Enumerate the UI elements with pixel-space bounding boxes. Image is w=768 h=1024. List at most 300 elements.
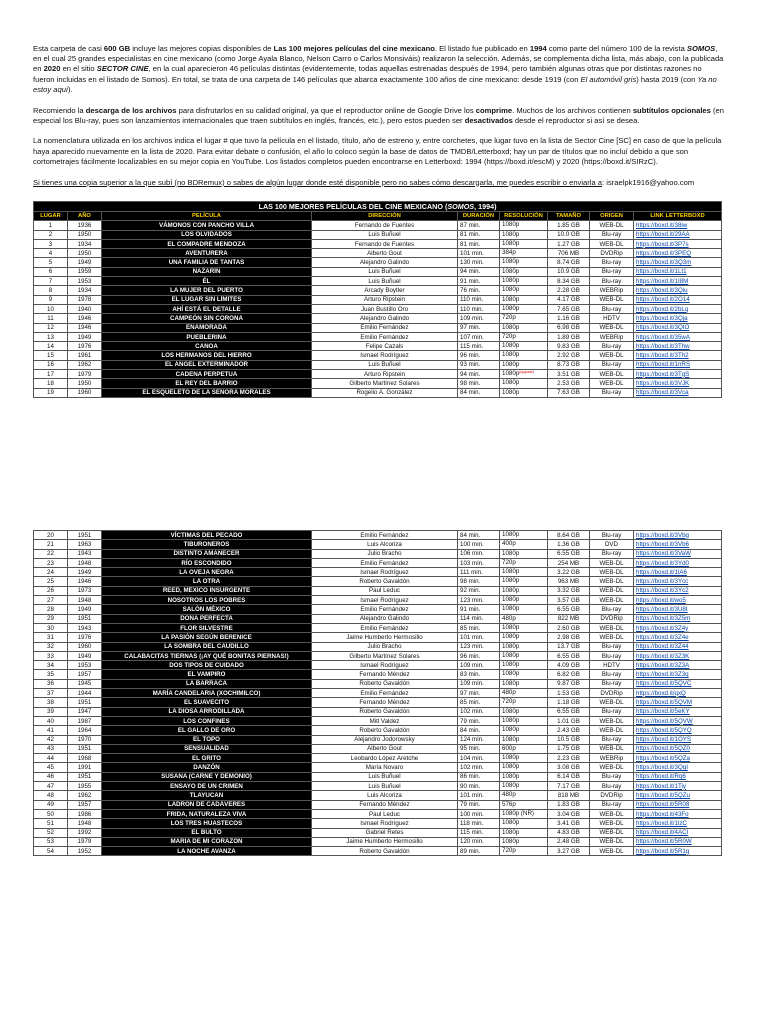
- cell-resolution: 720p: [500, 847, 548, 856]
- letterboxd-link[interactable]: https://boxd.it/3Ycc: [636, 578, 689, 586]
- letterboxd-link[interactable]: https://boxd.it/3Vca: [636, 389, 689, 397]
- cell-source: DVDRip: [590, 791, 634, 800]
- cell-year: 1940: [68, 304, 102, 313]
- letterboxd-link[interactable]: https://boxd.it/5QZ0: [636, 745, 690, 753]
- film-row: [34, 323, 722, 332]
- film-row: [34, 577, 722, 586]
- cell-resolution: 480p: [500, 791, 548, 800]
- cell-resolution: 1080p: [500, 661, 548, 670]
- cell-director: Arcady Boytler: [312, 286, 458, 295]
- cell-duration: 101 min.: [458, 249, 500, 258]
- letterboxd-link[interactable]: https://boxd.it/2bLq: [636, 305, 689, 313]
- letterboxd-link[interactable]: https://boxd.it/1Lt1: [636, 268, 687, 276]
- cell-source: WEB-DL: [590, 744, 634, 753]
- cell-link[interactable]: [634, 230, 722, 239]
- letterboxd-link[interactable]: https://boxd.it/3Yd0: [636, 559, 689, 567]
- cell-rank: 42: [34, 735, 68, 744]
- cell-year: 1978: [68, 295, 102, 304]
- film-row: [34, 549, 722, 558]
- cell-link[interactable]: [634, 623, 722, 632]
- cell-link[interactable]: [634, 744, 722, 753]
- letterboxd-link[interactable]: https://boxd.it/1OYS: [636, 736, 692, 744]
- cell-director: Luis Alcoriza: [312, 540, 458, 549]
- cell-film: AVENTURERA: [102, 249, 312, 258]
- film-row: [34, 782, 722, 791]
- cell-film: LA SOMBRA DEL CAUDILLO: [102, 642, 312, 651]
- cell-source: WEB-DL: [590, 379, 634, 388]
- cell-link[interactable]: [634, 661, 722, 670]
- cell-director: Ismael Rodríguez: [312, 596, 458, 605]
- cell-film: DOS TIPOS DE CUIDADO: [102, 661, 312, 670]
- cell-link[interactable]: [634, 258, 722, 267]
- cell-film: LA BARRACA: [102, 679, 312, 688]
- cell-year: 1964: [68, 726, 102, 735]
- letterboxd-link[interactable]: https://boxd.it/5R0W: [636, 838, 692, 846]
- cell-link[interactable]: [634, 286, 722, 295]
- cell-film: TIBURONEROS: [102, 540, 312, 549]
- cell-link[interactable]: [634, 651, 722, 660]
- letterboxd-link[interactable]: https://boxd.it/Rq6: [636, 773, 686, 781]
- cell-film: EL GRITO: [102, 754, 312, 763]
- letterboxd-link[interactable]: https://boxd.it/38iw: [636, 221, 688, 229]
- cell-source: Blu-ray: [590, 670, 634, 679]
- film-row: [34, 847, 722, 856]
- cell-resolution: 1080p: [500, 596, 548, 605]
- cell-director: Jaime Humberto Hermosillo: [312, 633, 458, 642]
- cell-year: 1973: [68, 586, 102, 595]
- cell-rank: 32: [34, 642, 68, 651]
- film-row: [34, 633, 722, 642]
- cell-film: ÉL: [102, 277, 312, 286]
- letterboxd-link[interactable]: https://boxd.it/3VaW: [636, 550, 691, 558]
- cell-link[interactable]: [634, 304, 722, 313]
- cell-rank: 46: [34, 772, 68, 781]
- letterboxd-link[interactable]: https://boxd.it/3TgS: [636, 370, 690, 378]
- column-header-duration: DURACIÓN: [458, 212, 500, 221]
- cell-director: Arturo Ripstein: [312, 295, 458, 304]
- cell-director: Emilio Fernández: [312, 558, 458, 567]
- cell-link[interactable]: [634, 239, 722, 248]
- cell-director: Rogelio A. González: [312, 388, 458, 397]
- cell-source: Blu-ray: [590, 360, 634, 369]
- letterboxd-link[interactable]: https://boxd.it/3Z4e: [636, 633, 689, 641]
- cell-director: Ismael Rodríguez: [312, 351, 458, 360]
- letterboxd-link[interactable]: https://boxd.it/5QYQ: [636, 726, 692, 734]
- cell-year: 1976: [68, 342, 102, 351]
- letterboxd-link[interactable]: https://boxd.it/5QVW: [636, 717, 693, 725]
- cell-director: Emilio Fernández: [312, 623, 458, 632]
- cell-rank: 48: [34, 791, 68, 800]
- cell-year: 1963: [68, 540, 102, 549]
- film-row: [34, 332, 722, 341]
- cell-size: 8.74 GB: [548, 258, 590, 267]
- cell-size: 1.75 GB: [548, 744, 590, 753]
- cell-director: Luis Buñuel: [312, 267, 458, 276]
- cell-size: 1.85 GB: [548, 221, 590, 230]
- cell-director: Julio Bracho: [312, 549, 458, 558]
- cell-film: LADRÓN DE CADÁVERES: [102, 800, 312, 809]
- cell-rank: 49: [34, 800, 68, 809]
- cell-size: 8.73 GB: [548, 360, 590, 369]
- cell-year: 1979: [68, 837, 102, 846]
- cell-link[interactable]: [634, 605, 722, 614]
- cell-source: Blu-ray: [590, 230, 634, 239]
- cell-size: 2.92 GB: [548, 351, 590, 360]
- cell-film: LA OVEJA NEGRA: [102, 568, 312, 577]
- cell-duration: 85 min.: [458, 698, 500, 707]
- letterboxd-link[interactable]: https://boxd.it/3Z5m: [636, 615, 691, 623]
- cell-link[interactable]: [634, 716, 722, 725]
- letterboxd-link[interactable]: https://boxd.it/3Qiu: [636, 287, 688, 295]
- letterboxd-link[interactable]: https://boxd.it/3Thw: [636, 342, 690, 350]
- cell-link[interactable]: [634, 828, 722, 837]
- cell-director: Ismael Rodríguez: [312, 568, 458, 577]
- cell-film: LA OTRA: [102, 577, 312, 586]
- cell-film: EL SUAVECITO: [102, 698, 312, 707]
- letterboxd-link[interactable]: https://boxd.it/3Z3K: [636, 652, 690, 660]
- letterboxd-link[interactable]: https://boxd.it/5R1g: [636, 847, 690, 855]
- cell-size: 2.60 GB: [548, 623, 590, 632]
- cell-link[interactable]: [634, 754, 722, 763]
- cell-resolution: 1080p: [500, 286, 548, 295]
- cell-size: 1.53 GB: [548, 689, 590, 698]
- cell-link[interactable]: [634, 388, 722, 397]
- cell-duration: 98 min.: [458, 379, 500, 388]
- cell-rank: 36: [34, 679, 68, 688]
- cell-duration: 100 min.: [458, 809, 500, 818]
- film-row: [34, 754, 722, 763]
- cell-link[interactable]: [634, 332, 722, 341]
- cell-link[interactable]: [634, 670, 722, 679]
- cell-size: 3.51 GB: [548, 370, 590, 379]
- cell-link[interactable]: [634, 558, 722, 567]
- cell-director: Emilio Fernández: [312, 689, 458, 698]
- cell-link[interactable]: [634, 689, 722, 698]
- cell-rank: 26: [34, 586, 68, 595]
- cell-year: 1949: [68, 568, 102, 577]
- film-row: [34, 267, 722, 276]
- column-header-director: DIRECCIÓN: [312, 212, 458, 221]
- letterboxd-link[interactable]: https://boxd.it/3Z3A: [636, 661, 690, 669]
- cell-film: FRIDA, NATURALEZA VIVA: [102, 809, 312, 818]
- cell-size: 3.22 GB: [548, 568, 590, 577]
- cell-film: EL COMPADRE MENDOZA: [102, 239, 312, 248]
- cell-director: Alejandro Galindo: [312, 614, 458, 623]
- cell-link[interactable]: [634, 221, 722, 230]
- cell-film: LA PASIÓN SEGÚN BERENICE: [102, 633, 312, 642]
- cell-source: WEB-DL: [590, 726, 634, 735]
- cell-source: WEB-DL: [590, 586, 634, 595]
- letterboxd-link[interactable]: https://boxd.it/5QZu: [636, 791, 690, 799]
- cell-director: Alberto Gout: [312, 744, 458, 753]
- table-title: LAS 100 MEJORES PELÍCULAS DEL CINE MEXICANO (SOMOS, 1994): [34, 202, 722, 212]
- cell-size: 254 MB: [548, 558, 590, 567]
- cell-link[interactable]: [634, 549, 722, 558]
- letterboxd-link[interactable]: https://boxd.it/43Fo: [636, 810, 689, 818]
- cell-link[interactable]: [634, 847, 722, 856]
- cell-rank: 33: [34, 651, 68, 660]
- letterboxd-link[interactable]: https://boxd.it/3P7s: [636, 240, 689, 248]
- cell-size: 1.18 GB: [548, 698, 590, 707]
- cell-resolution: 1080p: [500, 828, 548, 837]
- cell-film: EL LUGAR SIN LÍMITES: [102, 295, 312, 304]
- cell-link[interactable]: [634, 596, 722, 605]
- film-row: [34, 800, 722, 809]
- letterboxd-link[interactable]: https://boxd.it/1lzC: [636, 819, 687, 827]
- letterboxd-link[interactable]: https://boxd.it/1nRS: [636, 361, 690, 369]
- cell-link[interactable]: [634, 735, 722, 744]
- cell-duration: 97 min.: [458, 689, 500, 698]
- cell-link[interactable]: [634, 679, 722, 688]
- cell-size: 963 MB: [548, 577, 590, 586]
- cell-size: 3.08 GB: [548, 763, 590, 772]
- letterboxd-link[interactable]: https://boxd.it/1lA6: [636, 568, 687, 576]
- cell-link[interactable]: [634, 772, 722, 781]
- cell-duration: 101 min.: [458, 633, 500, 642]
- cell-link[interactable]: [634, 342, 722, 351]
- cell-link[interactable]: [634, 791, 722, 800]
- film-row: [34, 661, 722, 670]
- cell-duration: 81 min.: [458, 239, 500, 248]
- films-table-top: [33, 201, 722, 398]
- letterboxd-link[interactable]: https://boxd.it/5QVM: [636, 698, 693, 706]
- cell-year: 1943: [68, 549, 102, 558]
- cell-resolution: 1080p: [500, 716, 548, 725]
- cell-resolution: 1080p: [500, 772, 548, 781]
- cell-link[interactable]: [634, 614, 722, 623]
- column-header-rank: LUGAR: [34, 212, 68, 221]
- cell-rank: 10: [34, 304, 68, 313]
- upgrade-tag: (upgrade): [519, 370, 534, 375]
- cell-link[interactable]: [634, 707, 722, 716]
- film-row: [34, 689, 722, 698]
- cell-size: 3.27 GB: [548, 847, 590, 856]
- cell-link[interactable]: [634, 726, 722, 735]
- letterboxd-link[interactable]: https://boxd.it/3VJK: [636, 379, 690, 387]
- cell-rank: 8: [34, 286, 68, 295]
- cell-link[interactable]: [634, 314, 722, 323]
- letterboxd-link[interactable]: https://boxd.it/3Q3m: [636, 259, 692, 267]
- cell-size: 2.48 GB: [548, 837, 590, 846]
- cell-duration: 76 min.: [458, 286, 500, 295]
- cell-link[interactable]: [634, 698, 722, 707]
- cell-film: LOS CONFINES: [102, 716, 312, 725]
- cell-source: WEB-DL: [590, 623, 634, 632]
- cell-link[interactable]: [634, 540, 722, 549]
- cell-source: DVD: [590, 540, 634, 549]
- cell-link[interactable]: [634, 586, 722, 595]
- cell-duration: 83 min.: [458, 670, 500, 679]
- cell-link[interactable]: [634, 323, 722, 332]
- cell-link[interactable]: [634, 633, 722, 642]
- intro-paragraph-3: La nomenclatura utilizada en los archivos indica el lugar # que tuvo la película en el listado, título, año de estreno y, entre corchetes, que lugar tuvo en la lista de Sector Cine [SC] en caso de que la película haya aparecido nuevamente en la lista de 2020. Para evitar debate o confusión, el año lo coloco según la base de datos de TMDB/Letterboxd; hay un par de títulos que no incluí debido a que son cortometrajes fácilmente localizables en su mejor copia en YouTube. Los listados completos pueden encontrarse en Letterboxd: 1994 (https://boxd.it/escM) y 2020 (https://boxd.it/SIRzC).: [33, 136, 722, 166]
- letterboxd-link[interactable]: https://boxd.it/4ACI: [636, 829, 689, 837]
- intro-paragraph-2: Recomiendo la descarga de los archivos para disfrutarlos en su calidad original, ya que el reproductor online de Google Drive los comprime. Muchos de los archivos contienen subtítulos opcionales (en especial los Blu-ray, pues son lanzamientos internacionales que traen subtítulos en inglés, francés, etc.), pero estos pueden ser desactivados desde el reproductor si así se desea.: [33, 105, 724, 125]
- cell-size: 2.53 GB: [548, 379, 590, 388]
- cell-director: Luis Buñuel: [312, 230, 458, 239]
- cell-duration: 81 min.: [458, 230, 500, 239]
- letterboxd-link[interactable]: https://boxd.it/wo5: [636, 596, 686, 604]
- letterboxd-link[interactable]: https://boxd.it/3U8I: [636, 606, 688, 614]
- cell-year: 1943: [68, 623, 102, 632]
- film-row: [34, 791, 722, 800]
- cell-link[interactable]: [634, 249, 722, 258]
- letterboxd-link[interactable]: https://boxd.it/5eKY: [636, 708, 690, 716]
- cell-rank: 40: [34, 716, 68, 725]
- cell-resolution: 1080p: [500, 670, 548, 679]
- cell-director: Alberto Gout: [312, 249, 458, 258]
- cell-rank: 24: [34, 568, 68, 577]
- cell-rank: 5: [34, 258, 68, 267]
- letterboxd-link[interactable]: https://boxd.it/qxQ: [636, 689, 686, 697]
- film-row: [34, 277, 722, 286]
- cell-duration: 101 min.: [458, 791, 500, 800]
- cell-duration: 111 min.: [458, 568, 500, 577]
- cell-link[interactable]: [634, 642, 722, 651]
- column-header-film: PELÍCULA: [102, 212, 312, 221]
- letterboxd-link[interactable]: https://boxd.it/5QVC: [636, 680, 692, 688]
- cell-director: Gabriel Retes: [312, 828, 458, 837]
- cell-size: 9.83 GB: [548, 342, 590, 351]
- cell-link[interactable]: [634, 267, 722, 276]
- cell-link[interactable]: [634, 577, 722, 586]
- cell-duration: 115 min.: [458, 828, 500, 837]
- letterboxd-link[interactable]: https://boxd.it/29AA: [636, 231, 690, 239]
- cell-link[interactable]: [634, 809, 722, 818]
- cell-film: LA DIOSA ARRODILLADA: [102, 707, 312, 716]
- cell-duration: 95 min.: [458, 744, 500, 753]
- cell-film: SALÓN MÉXICO: [102, 605, 312, 614]
- cell-year: 1951: [68, 698, 102, 707]
- films-table-bottom: [33, 530, 722, 856]
- cell-director: Arturo Ripstein: [312, 370, 458, 379]
- letterboxd-link[interactable]: https://boxd.it/3QgI: [636, 764, 688, 772]
- letterboxd-link[interactable]: https://boxd.it/1Tiy: [636, 782, 686, 790]
- cell-resolution: 1080p: [500, 763, 548, 772]
- cell-rank: 4: [34, 249, 68, 258]
- cell-rank: 15: [34, 351, 68, 360]
- cell-link[interactable]: [634, 531, 722, 540]
- cell-source: WEB-DL: [590, 558, 634, 567]
- cell-source: Blu-ray: [590, 342, 634, 351]
- cell-resolution: 1080p: [500, 586, 548, 595]
- cell-link[interactable]: [634, 360, 722, 369]
- cell-size: 10.5 GB: [548, 735, 590, 744]
- cell-director: Mitl Valdez: [312, 716, 458, 725]
- table-title-row: [34, 202, 722, 212]
- cell-source: WEB-DL: [590, 239, 634, 248]
- cell-film: DOÑA PERFECTA: [102, 614, 312, 623]
- cell-link[interactable]: [634, 763, 722, 772]
- letterboxd-link[interactable]: https://boxd.it/3Yc2: [636, 587, 689, 595]
- cell-link[interactable]: [634, 379, 722, 388]
- cell-link[interactable]: [634, 819, 722, 828]
- cell-rank: 44: [34, 754, 68, 763]
- cell-link[interactable]: [634, 800, 722, 809]
- cell-rank: 22: [34, 549, 68, 558]
- cell-resolution: 1080p: [500, 679, 548, 688]
- cell-resolution: 1080p: [500, 221, 548, 230]
- cell-size: 3.04 GB: [548, 809, 590, 818]
- cell-duration: 102 min.: [458, 707, 500, 716]
- letterboxd-link[interactable]: https://boxd.it/3Qja: [636, 314, 688, 322]
- cell-director: Alejandro Jodorowsky: [312, 735, 458, 744]
- cell-duration: 93 min.: [458, 360, 500, 369]
- cell-link[interactable]: [634, 837, 722, 846]
- cell-link[interactable]: [634, 277, 722, 286]
- cell-director: Roberto Gavaldón: [312, 847, 458, 856]
- cell-duration: 110 min.: [458, 304, 500, 313]
- cell-year: 1944: [68, 689, 102, 698]
- cell-duration: 114 min.: [458, 614, 500, 623]
- film-row: [34, 342, 722, 351]
- letterboxd-link[interactable]: https://boxd.it/3QIO: [636, 324, 690, 332]
- letterboxd-link[interactable]: https://boxd.it/3Z3q: [636, 671, 689, 679]
- cell-year: 1951: [68, 744, 102, 753]
- letterboxd-link[interactable]: https://boxd.it/1I8M: [636, 277, 689, 285]
- cell-link[interactable]: [634, 295, 722, 304]
- cell-resolution: 1080p: [500, 577, 548, 586]
- letterboxd-link[interactable]: https://boxd.it/5R08: [636, 801, 690, 809]
- letterboxd-link[interactable]: https://boxd.it/5QZa: [636, 754, 690, 762]
- cell-size: 8.34 GB: [548, 277, 590, 286]
- cell-year: 1949: [68, 605, 102, 614]
- cell-source: HDTV: [590, 314, 634, 323]
- column-header-year: AÑO: [68, 212, 102, 221]
- letterboxd-link[interactable]: https://boxd.it/3Vb6: [636, 540, 689, 548]
- cell-link[interactable]: [634, 351, 722, 360]
- film-row: [34, 540, 722, 549]
- cell-link[interactable]: [634, 370, 722, 379]
- cell-resolution: 1080p: [500, 782, 548, 791]
- cell-duration: 103 min.: [458, 558, 500, 567]
- cell-rank: 31: [34, 633, 68, 642]
- film-row: [34, 726, 722, 735]
- cell-director: Paul Leduc: [312, 586, 458, 595]
- cell-source: WEB-DL: [590, 763, 634, 772]
- cell-resolution: 1080p: [500, 258, 548, 267]
- letterboxd-link[interactable]: https://boxd.it/3Z4y: [636, 624, 689, 632]
- cell-source: WEB-DL: [590, 295, 634, 304]
- cell-film: NOSOTROS LOS POBRES: [102, 596, 312, 605]
- letterboxd-link[interactable]: https://boxd.it/3Z44: [636, 643, 689, 651]
- letterboxd-link[interactable]: https://boxd.it/3PEQ: [636, 249, 692, 257]
- letterboxd-link[interactable]: https://boxd.it/2O14: [636, 296, 690, 304]
- cell-year: 1945: [68, 679, 102, 688]
- film-row: [34, 531, 722, 540]
- letterboxd-link[interactable]: https://boxd.it/3Vbg: [636, 531, 689, 539]
- film-row: [34, 249, 722, 258]
- cell-source: Blu-ray: [590, 304, 634, 313]
- cell-film: LOS OLVIDADOS: [102, 230, 312, 239]
- cell-source: Blu-ray: [590, 258, 634, 267]
- cell-director: Juan Bustillo Oro: [312, 304, 458, 313]
- letterboxd-link[interactable]: https://boxd.it/35wA: [636, 333, 690, 341]
- cell-director: Fernando Méndez: [312, 800, 458, 809]
- cell-duration: 98 min.: [458, 577, 500, 586]
- film-row: [34, 837, 722, 846]
- cell-source: WEB-DL: [590, 633, 634, 642]
- cell-source: HDTV: [590, 661, 634, 670]
- cell-duration: 100 min.: [458, 540, 500, 549]
- cell-link[interactable]: [634, 782, 722, 791]
- cell-director: Leobardo López Aretche: [312, 754, 458, 763]
- film-row: [34, 351, 722, 360]
- letterboxd-link[interactable]: https://boxd.it/3Th2: [636, 352, 689, 360]
- film-row: [34, 716, 722, 725]
- cell-link[interactable]: [634, 568, 722, 577]
- film-row: [34, 772, 722, 781]
